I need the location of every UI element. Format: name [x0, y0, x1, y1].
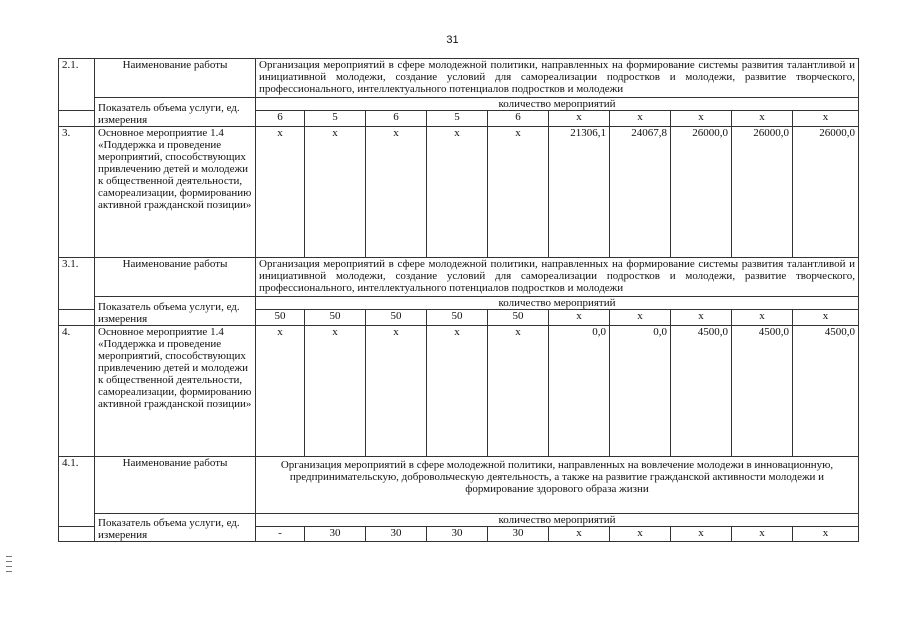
- row-2-1-indicator: [59, 98, 859, 111]
- value-cell: х: [488, 326, 549, 457]
- value-cell: х: [610, 527, 671, 542]
- row-4-measure: [59, 326, 859, 457]
- value-cell: х: [671, 111, 732, 127]
- value-cell: 26000,0: [671, 127, 732, 258]
- value-cell: 50: [488, 310, 549, 326]
- row-label: Наименование работы: [95, 59, 256, 98]
- measure-label: Основное мероприятие 1.4 «Поддержка и проведение мероприятий, способствующих привлечению детей и молодежи к общественной деятельности, самореализации, формированию активной гражданской позиции»: [95, 326, 256, 457]
- row-3-measure: [59, 127, 859, 258]
- value-cell: 50: [427, 310, 488, 326]
- value-cell: 4500,0: [671, 326, 732, 457]
- value-cell: 30: [366, 527, 427, 542]
- value-cell: 6: [366, 111, 427, 127]
- row-3-1-indicator: [59, 297, 859, 310]
- value-cell: х: [732, 111, 793, 127]
- value-cell: 0,0: [549, 326, 610, 457]
- row-number: 4.1.: [59, 457, 95, 527]
- value-cell: х: [793, 310, 859, 326]
- value-cell: 24067,8: [610, 127, 671, 258]
- scan-edge-marks: [6, 556, 12, 576]
- row-4-1-indicator: [59, 514, 859, 527]
- value-cell: х: [671, 527, 732, 542]
- value-cell: -: [256, 527, 305, 542]
- value-cell: х: [732, 527, 793, 542]
- row-number: 3.: [59, 127, 95, 258]
- value-cell: х: [488, 127, 549, 258]
- value-cell: 30: [427, 527, 488, 542]
- value-cell: х: [793, 111, 859, 127]
- value-cell: 50: [366, 310, 427, 326]
- row-number: 3.1.: [59, 258, 95, 310]
- unit-label: количество мероприятий: [256, 297, 859, 310]
- value-cell: 4500,0: [793, 326, 859, 457]
- value-cell: 4500,0: [732, 326, 793, 457]
- value-cell: х: [610, 111, 671, 127]
- value-cell: х: [427, 326, 488, 457]
- value-cell: х: [305, 326, 366, 457]
- value-cell: 6: [256, 111, 305, 127]
- row-label: Наименование работы: [95, 258, 256, 297]
- value-cell: 26000,0: [732, 127, 793, 258]
- value-cell: х: [793, 527, 859, 542]
- row-4-1-name: [59, 457, 859, 514]
- value-cell: 5: [427, 111, 488, 127]
- value-cell: 0,0: [610, 326, 671, 457]
- value-cell: 50: [256, 310, 305, 326]
- value-cell: х: [256, 127, 305, 258]
- work-description: Организация мероприятий в сфере молодежной политики, направленных на вовлечение молодежи в инновационную, предпринимательскую, добровольческую деятельность, а также на развитие гражданской активности молодежи и формирование здорового образа жизни: [256, 457, 859, 514]
- value-cell: 21306,1: [549, 127, 610, 258]
- unit-label: количество мероприятий: [256, 514, 859, 527]
- indicator-label: Показатель объема услуги, ед. измерения: [95, 98, 256, 127]
- value-cell: х: [256, 326, 305, 457]
- row-number: 4.: [59, 326, 95, 457]
- work-description: Организация мероприятий в сфере молодежной политики, направленных на формирование системы развития талантливой и инициативной молодежи, создание условий для самореализации подростков и молодежи, развитие творческого, профессионального, интеллектуального потенциалов подростков и молодежи: [256, 59, 859, 98]
- value-cell: х: [610, 310, 671, 326]
- row-label: Наименование работы: [95, 457, 256, 514]
- value-cell: х: [549, 310, 610, 326]
- value-cell: 5: [305, 111, 366, 127]
- value-cell: х: [366, 127, 427, 258]
- value-cell: х: [305, 127, 366, 258]
- indicator-label: Показатель объема услуги, ед. измерения: [95, 514, 256, 542]
- value-cell: х: [427, 127, 488, 258]
- page-number: 31: [446, 34, 459, 46]
- value-cell: 6: [488, 111, 549, 127]
- measure-label: Основное мероприятие 1.4 «Поддержка и проведение мероприятий, способствующих привлечению детей и молодежи к общественной деятельности, самореализации, формированию активной гражданской позиции»: [95, 127, 256, 258]
- value-cell: х: [366, 326, 427, 457]
- value-cell: 30: [305, 527, 366, 542]
- value-cell: х: [671, 310, 732, 326]
- value-cell: 50: [305, 310, 366, 326]
- value-cell: х: [732, 310, 793, 326]
- indicator-label: Показатель объема услуги, ед. измерения: [95, 297, 256, 326]
- value-cell: 26000,0: [793, 127, 859, 258]
- value-cell: х: [549, 527, 610, 542]
- row-number: 2.1.: [59, 59, 95, 111]
- value-cell: 30: [488, 527, 549, 542]
- row-3-1-name: [59, 258, 859, 297]
- unit-label: количество мероприятий: [256, 98, 859, 111]
- work-description: Организация мероприятий в сфере молодежной политики, направленных на формирование системы развития талантливой и инициативной молодежи, создание условий для самореализации подростков и молодежи, развитие творческого, профессионального, интеллектуального потенциалов подростков и молодежи: [256, 258, 859, 297]
- row-2-1-name: [59, 59, 859, 98]
- value-cell: х: [549, 111, 610, 127]
- program-table: [58, 58, 859, 542]
